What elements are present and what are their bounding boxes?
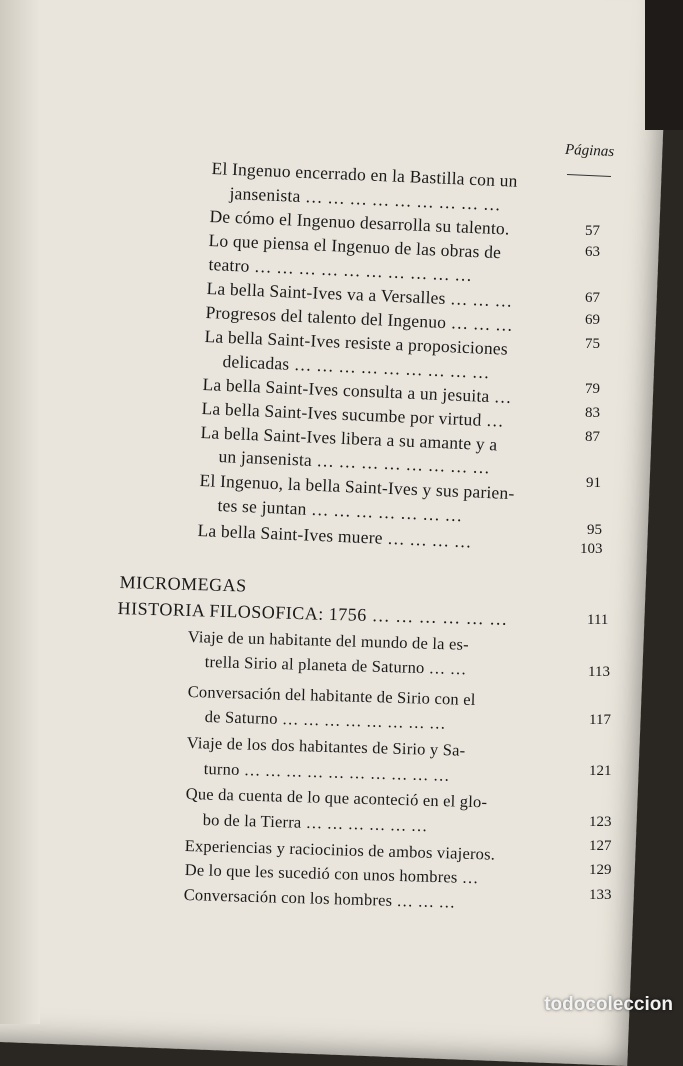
toc-entry-line: De cómo el Ingenuo desarrolla su talento. (209, 206, 511, 239)
toc-entry-page: 63 (585, 244, 600, 260)
toc-entry-line: Conversación con los hombres … … … (183, 885, 456, 912)
toc-entry-line: Conversación del habitante de Sirio con el (187, 682, 476, 710)
toc-entry-line: trella Sirio al planeta de Saturno … … (204, 652, 467, 679)
toc-entry-line: teatro … … … … … … … … … … (208, 254, 473, 286)
watermark-logo: todocoleccion (544, 994, 673, 1015)
toc-entry-page: 57 (585, 223, 600, 239)
pages-column-label: Páginas (564, 141, 615, 161)
section-subtitle-page: 111 (587, 612, 609, 628)
pages-column-rule (567, 174, 611, 177)
toc-entry-page: 67 (585, 290, 600, 306)
toc-entry-line: De lo que les sucedió con unos hombres … (184, 860, 479, 888)
toc-entry-page: 127 (589, 838, 612, 854)
toc-entry-line: La bella Saint-Ives va a Versalles … … … (206, 278, 513, 311)
toc-entry-page: 87 (585, 429, 600, 445)
toc-entry-line: turno … … … … … … … … … … (203, 759, 450, 785)
toc-entry-line: La bella Saint-Ives libera a su amante y a (200, 422, 498, 455)
toc-entry-page: 75 (585, 336, 600, 352)
toc-entry-line: La bella Saint-Ives muere … … … … (197, 520, 473, 552)
toc-entry-page: 103 (580, 541, 603, 557)
toc-entry-line: Viaje de los dos habitantes de Sirio y Sa- (186, 733, 466, 760)
section-title: MICROMEGAS (119, 572, 247, 596)
toc-entry-page: 113 (588, 664, 610, 680)
toc-entry-page: 95 (587, 522, 602, 538)
toc-entry-page: 121 (589, 763, 612, 779)
toc-entry-page: 123 (589, 814, 612, 830)
toc-entry-line: La bella Saint-Ives consulta a un jesuita … (202, 374, 513, 407)
toc-entry-page: 69 (585, 312, 600, 328)
toc-entry-line: delicadas … … … … … … … … … (222, 351, 491, 383)
toc-entry-line: Viaje de un habitante del mundo de la es- (187, 627, 470, 654)
toc-entry-line: bo de la Tierra … … … … … … (202, 810, 428, 836)
toc-entry-line: de Saturno … … … … … … … … (204, 707, 447, 733)
toc-entry-line: tes se juntan … … … … … … … (217, 495, 463, 526)
toc-entry-line: Que da cuenta de lo que aconteció en el glo- (185, 784, 488, 812)
toc-entry-page: 133 (589, 887, 612, 903)
toc-entry-line: La bella Saint-Ives resiste a proposiciones (204, 326, 509, 359)
toc-entry-line: Lo que piensa el Ingenuo de las obras de (208, 230, 502, 263)
toc-entry-line: Progresos del talento del Ingenuo … … … (205, 302, 514, 335)
toc-entry-page: 129 (589, 862, 612, 878)
toc-entry-page: 83 (585, 405, 600, 421)
toc-entry-line: un jansenista … … … … … … … … (218, 446, 491, 478)
toc-entry-line: El Ingenuo encerrado en la Bastilla con un (211, 158, 519, 191)
toc-entry-line: El Ingenuo, la bella Saint-Ives y sus parien- (199, 470, 515, 504)
section-subtitle: HISTORIA FILOSOFICA: 1756 … … … … … … (117, 598, 509, 629)
toc-entry-line: jansenista … … … … … … … … … (229, 183, 502, 215)
toc-entry-page: 91 (586, 475, 601, 491)
toc-entry-line: La bella Saint-Ives sucumbe por virtud … (201, 398, 505, 431)
toc-entry-page: 117 (589, 712, 611, 728)
toc-entry-line: Experiencias y raciocinios de ambos viajeros. (184, 836, 496, 864)
toc-entry-page: 79 (585, 381, 600, 397)
